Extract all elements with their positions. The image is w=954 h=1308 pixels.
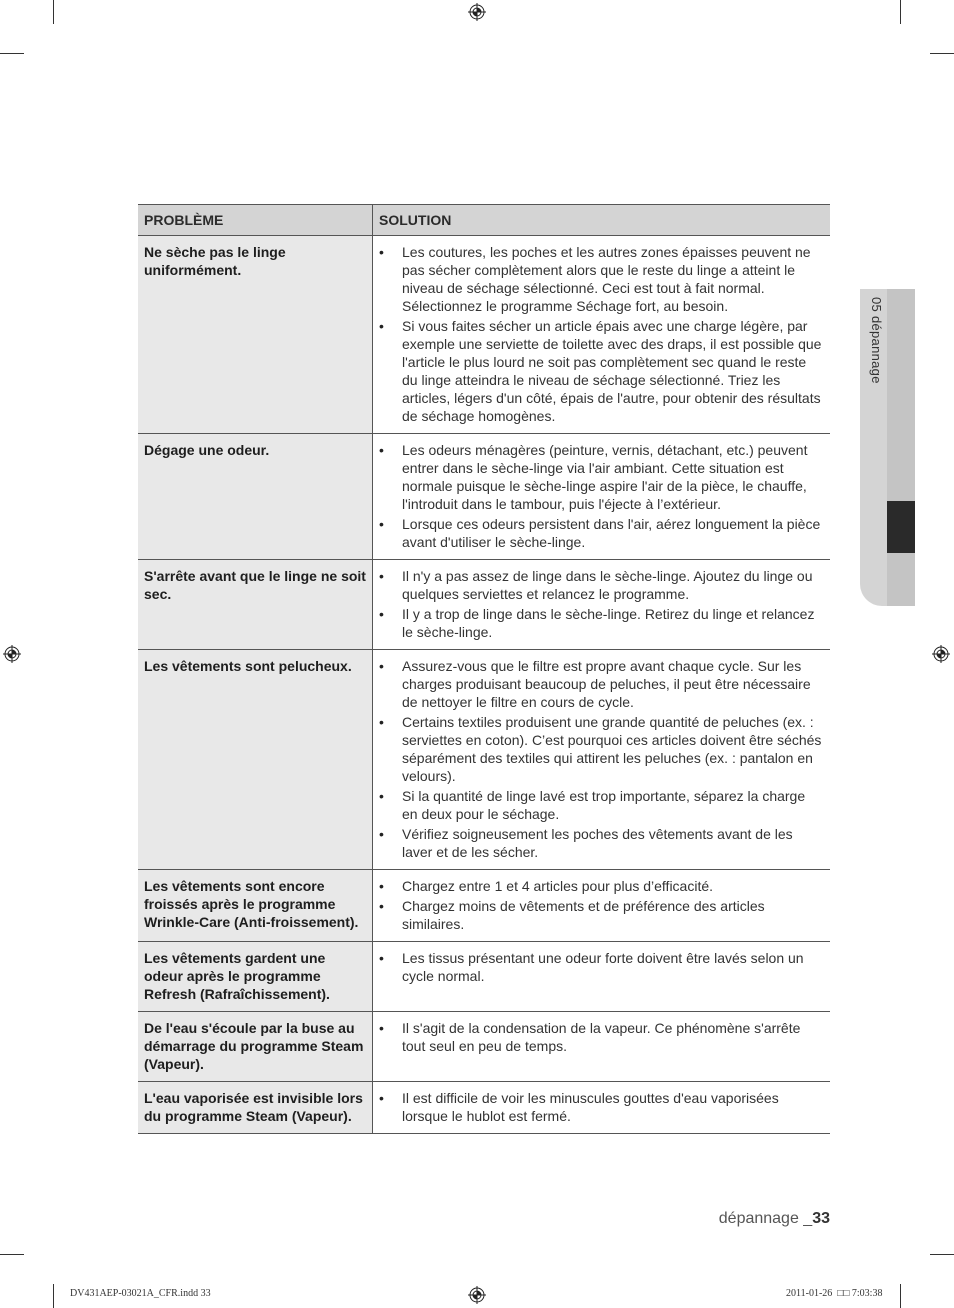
page-footer bbox=[719, 1210, 830, 1228]
chapter-tab-label: 05 dépannage bbox=[869, 297, 884, 384]
solution-list bbox=[379, 567, 824, 641]
table-row bbox=[138, 1082, 830, 1134]
solution-cell bbox=[373, 434, 831, 560]
table-header-row bbox=[138, 205, 830, 236]
table-row bbox=[138, 434, 830, 560]
solution-item: • Les coutures, les poches et les autres zones épaisses peuvent ne pas sécher complètement alors que le reste du linge a atteint le niveau de séchage sélectionné. Ceci est tout à fait normal. Sélectionnez le programme Séchage fort, au besoin. bbox=[379, 243, 824, 315]
crop-mark bbox=[0, 53, 24, 54]
solution-cell bbox=[373, 1082, 831, 1134]
solution-cell bbox=[373, 942, 831, 1012]
table-row bbox=[138, 650, 830, 870]
problem-cell: L'eau vaporisée est invisible lors du programme Steam (Vapeur). bbox=[138, 1082, 373, 1134]
solution-cell bbox=[373, 236, 831, 434]
problem-cell: Ne sèche pas le linge uniformément. bbox=[138, 236, 373, 434]
solution-list bbox=[379, 949, 824, 985]
solution-list bbox=[379, 441, 824, 551]
solution-item: • Il est difficile de voir les minuscules gouttes d'eau vaporisées lorsque le hublot est fermé. bbox=[379, 1089, 824, 1125]
crop-mark bbox=[930, 53, 954, 54]
solution-item: • Chargez entre 1 et 4 articles pour plus d’efficacité. bbox=[379, 877, 824, 895]
problem-cell: Dégage une odeur. bbox=[138, 434, 373, 560]
footer-section: dépannage _ bbox=[718, 1210, 813, 1227]
solution-cell bbox=[373, 650, 831, 870]
tab-active-marker bbox=[887, 501, 915, 553]
crop-mark bbox=[900, 1284, 901, 1308]
solution-list bbox=[379, 243, 824, 425]
solution-item: • Vérifiez soigneusement les poches des vêtements avant de les laver et de les sécher. bbox=[379, 825, 824, 861]
solution-item: • Il y a trop de linge dans le sèche-linge. Retirez du linge et relancez le sèche-linge. bbox=[379, 605, 824, 641]
solution-item: • Il s'agit de la condensation de la vapeur. Ce phénomène s'arrête tout seul en peu de temps. bbox=[379, 1019, 824, 1055]
table-row bbox=[138, 236, 830, 434]
solution-item: • Si la quantité de linge lavé est trop importante, séparez la charge en deux pour le séchage. bbox=[379, 787, 824, 823]
registration-mark-icon bbox=[932, 645, 950, 663]
crop-mark bbox=[930, 1254, 954, 1255]
table-row bbox=[138, 560, 830, 650]
solution-item: • Si vous faites sécher un article épais avec une charge légère, par exemple une serviette de toilette avec des draps, il est possible que l'article le plus lourd ne soit pas complètement sec quand le reste du linge atteindra le niveau de séchage sélectionné. Triez les articles, légers d'un côté, épais de l'autre, pour obtenir des résultats de séchage homogènes. bbox=[379, 317, 824, 425]
problem-cell: Les vêtements sont pelucheux. bbox=[138, 650, 373, 870]
header-problem: PROBLÈME bbox=[138, 205, 373, 236]
registration-mark-icon bbox=[468, 1286, 486, 1304]
problem-cell: S'arrête avant que le linge ne soit sec. bbox=[138, 560, 373, 650]
solution-item: • Assurez-vous que le filtre est propre avant chaque cycle. Sur les charges produisant beaucoup de peluches, il peut être nécessaire de nettoyer le filtre en cours de cycle. bbox=[379, 657, 824, 711]
table-row bbox=[138, 1012, 830, 1082]
slug-date: 2011-01-26 bbox=[786, 1288, 833, 1299]
solution-item: • Il n'y a pas assez de linge dans le sèche-linge. Ajoutez du linge ou quelques serviettes et relancez le programme. bbox=[379, 567, 824, 603]
solution-item: • Certains textiles produisent une grande quantité de peluches (ex. : serviettes en coton). C’est pourquoi ces articles doivent être séchés séparément des textiles qui attirent les peluches (ex. : pantalon en velours). bbox=[379, 713, 824, 785]
solution-cell bbox=[373, 870, 831, 942]
solution-list bbox=[379, 877, 824, 933]
problem-cell: Les vêtements sont encore froissés après le programme Wrinkle-Care (Anti-froissement). bbox=[138, 870, 373, 942]
table-row bbox=[138, 870, 830, 942]
slug-glyphs: □□ bbox=[837, 1288, 850, 1299]
solution-list bbox=[379, 1089, 824, 1125]
page-number: 33 bbox=[812, 1210, 830, 1227]
solution-item: • Les tissus présentant une odeur forte doivent être lavés selon un cycle normal. bbox=[379, 949, 824, 985]
problem-cell: De l'eau s'écoule par la buse au démarrage du programme Steam (Vapeur). bbox=[138, 1012, 373, 1082]
registration-mark-icon bbox=[468, 3, 486, 21]
print-slug-file: DV431AEP-03021A_CFR.indd 33 bbox=[70, 1288, 211, 1299]
crop-mark bbox=[53, 1284, 54, 1308]
table-row bbox=[138, 942, 830, 1012]
problem-cell: Les vêtements gardent une odeur après le programme Refresh (Rafraîchissement). bbox=[138, 942, 373, 1012]
registration-mark-icon bbox=[3, 645, 21, 663]
solution-item: • Les odeurs ménagères (peinture, vernis, détachant, etc.) peuvent entrer dans le sèche-linge via l'air ambiant. Cette situation est normale puisque le sèche-linge aspire l'air de la pièce, le chauffe, l'introduit dans le tambour, puis l'éjecte à l’extérieur. bbox=[379, 441, 824, 513]
solution-item: • Lorsque ces odeurs persistent dans l'air, aérez longuement la pièce avant d'utiliser le sèche-linge. bbox=[379, 515, 824, 551]
solution-list bbox=[379, 1019, 824, 1055]
print-slug-date bbox=[786, 1288, 882, 1299]
solution-cell bbox=[373, 560, 831, 650]
crop-mark bbox=[53, 0, 54, 24]
solution-list bbox=[379, 657, 824, 861]
solution-item: • Chargez moins de vêtements et de préférence des articles similaires. bbox=[379, 897, 824, 933]
crop-mark bbox=[0, 1254, 24, 1255]
tab-stripe bbox=[887, 289, 915, 606]
troubleshooting-table bbox=[138, 204, 830, 1134]
slug-time: 7:03:38 bbox=[851, 1288, 883, 1299]
solution-cell bbox=[373, 1012, 831, 1082]
header-solution: SOLUTION bbox=[373, 205, 831, 236]
crop-mark bbox=[900, 0, 901, 24]
